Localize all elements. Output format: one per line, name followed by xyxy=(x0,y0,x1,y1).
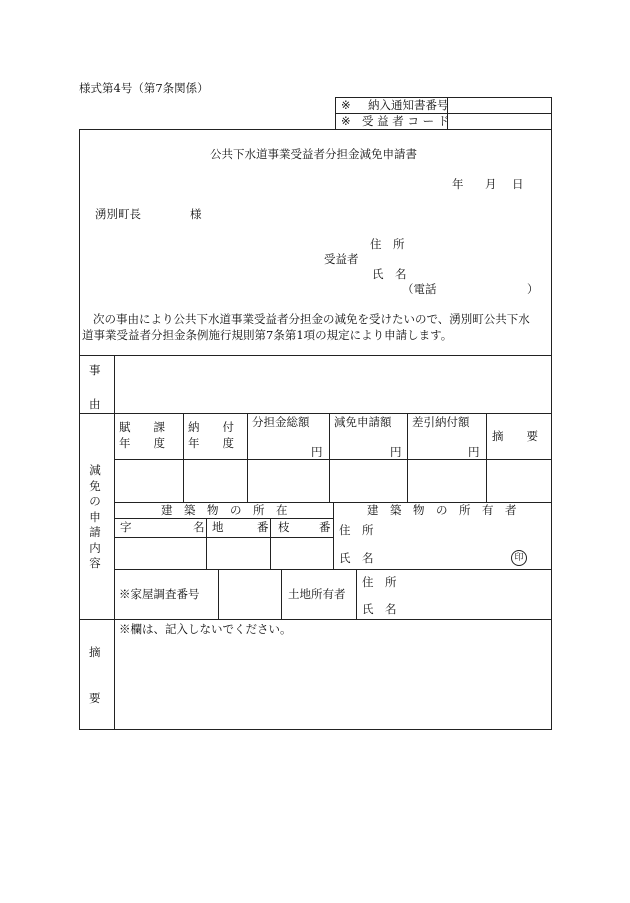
reason-field[interactable] xyxy=(117,360,547,408)
house-survey-field[interactable] xyxy=(220,571,280,618)
loc-chi: 地 xyxy=(212,520,224,534)
nofu-year-field[interactable] xyxy=(185,461,246,501)
seal-mark: 印 xyxy=(511,550,527,566)
col-remarks: 摘 要 xyxy=(492,429,538,443)
reason-label-char-2: 由 xyxy=(89,397,101,411)
loc-eda: 枝 xyxy=(278,520,290,534)
application-content-label: 減免の申請内容 xyxy=(89,463,101,570)
fuka-year-field[interactable] xyxy=(116,461,182,501)
col-total-amount: 分担金総額 xyxy=(252,415,310,429)
date-year: 年 xyxy=(452,177,464,191)
applicant-address-label: 住 所 xyxy=(370,237,405,251)
loc-chiban-field[interactable] xyxy=(208,539,269,568)
total-amount-field[interactable] xyxy=(249,461,328,501)
addressee-mayor: 湧別町長 xyxy=(95,207,141,221)
yen-unit-total: 円 xyxy=(311,445,323,459)
col-nofu-year: 納 付 xyxy=(188,420,234,434)
yen-unit-reduction: 円 xyxy=(390,445,402,459)
yen-unit-net: 円 xyxy=(468,445,480,459)
date-month: 月 xyxy=(485,177,497,191)
remarks-label-char-2: 要 xyxy=(89,691,101,705)
applicant-beneficiary-label: 受益者 xyxy=(324,252,359,266)
remarks-amount-field[interactable] xyxy=(488,461,550,501)
applicant-phone-open: （電話 xyxy=(402,282,437,296)
form-title: 公共下水道事業受益者分担金減免申請書 xyxy=(210,147,417,161)
notice-mark: ※ xyxy=(341,98,351,112)
beneficiary-code-field[interactable] xyxy=(449,115,549,128)
col-reduction-amount: 減免申請額 xyxy=(334,415,392,429)
statement-line-1: 次の事由により公共下水道事業受益者分担金の減免を受けたいので、湧別町公共下水 xyxy=(93,312,530,326)
remarks-field[interactable] xyxy=(117,638,547,726)
addressee-honorific: 様 xyxy=(190,207,202,221)
statement-line-2: 道事業受益者分担金条例施行規則第7条第1項の規定により申請します。 xyxy=(82,328,453,342)
col-fuka-year: 賦 課 xyxy=(119,420,165,434)
col-net-amount: 差引納付額 xyxy=(412,415,470,429)
owner-name-label: 氏 名 xyxy=(339,551,374,565)
building-owner-heading: 建 築 物 の 所 有 者 xyxy=(367,503,517,517)
reason-label-char-1: 事 xyxy=(89,363,101,377)
form-number: 様式第4号（第7条関係） xyxy=(79,81,209,95)
loc-ban-2: 番 xyxy=(319,520,331,534)
loc-aza: 字 xyxy=(120,520,132,534)
landowner-address-label: 住 所 xyxy=(362,575,397,589)
code-mark: ※ xyxy=(341,114,351,128)
loc-mei: 名 xyxy=(193,520,205,534)
net-amount-field[interactable] xyxy=(409,461,485,501)
house-survey-label: ※家屋調査番号 xyxy=(119,587,200,601)
remarks-note: ※欄は、記入しないでください。 xyxy=(119,622,292,636)
applicant-phone-close: ） xyxy=(527,282,539,296)
loc-aza-field[interactable] xyxy=(116,539,205,568)
landowner-name-label: 氏 名 xyxy=(362,602,397,616)
applicant-name-label: 氏 名 xyxy=(372,267,407,281)
loc-eda-field[interactable] xyxy=(272,539,332,568)
building-location-heading: 建 築 物 の 所 在 xyxy=(161,503,288,517)
loc-ban: 番 xyxy=(257,520,269,534)
remarks-label-char-1: 摘 xyxy=(89,645,101,659)
landowner-label: 土地所有者 xyxy=(288,587,346,601)
notice-number-label: 納入通知書番号 xyxy=(368,98,449,112)
col-nofu-fiscal: 年 度 xyxy=(188,436,234,450)
beneficiary-code-label: 受 益 者 コ ー ド xyxy=(362,114,450,128)
reduction-amount-field[interactable] xyxy=(331,461,406,501)
owner-address-label: 住 所 xyxy=(339,523,374,537)
notice-number-field[interactable] xyxy=(449,99,549,112)
col-fuka-fiscal: 年 度 xyxy=(119,436,165,450)
date-day: 日 xyxy=(512,177,524,191)
